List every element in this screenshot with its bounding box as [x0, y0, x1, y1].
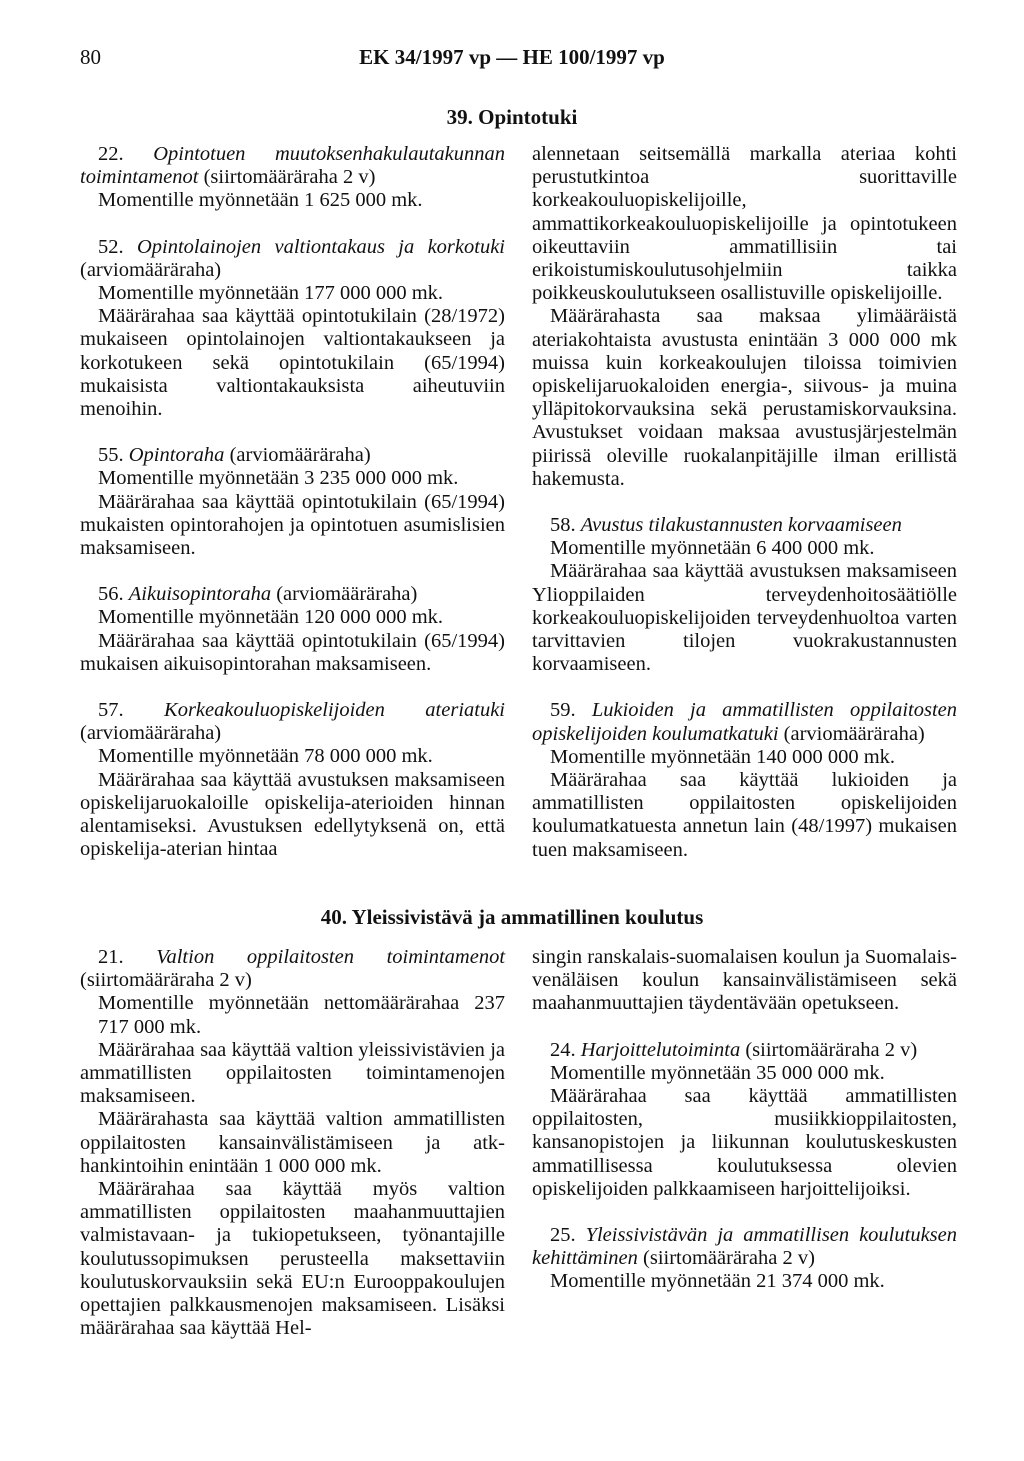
item-body: Määrärahaa saa käyttää opintotukilain (65/1994) mukaisen aikuisopintorahan maksamiseen.: [80, 629, 505, 675]
item-body: Määrärahaa saa käyttää myös valtion ammatillisten oppilaitosten maahanmuuttajien valmistavaan- ja tukiopetukseen, työnantajille koulutussopimuksen perusteella maksettaviin koulutuskorvauksiin sekä EU:n Eurooppakoulujen opettajien palkkausmenojen maksamiseen. Lisäksi määrärahaa saa käyttää Hel-: [80, 1178, 505, 1340]
item-number: 52.: [98, 235, 124, 258]
item-momentti: Momentille myönnetään 78 000 000 mk.: [98, 745, 433, 768]
item-title: Yleissivistävän ja ammatillisen koulutuksen kehittäminen: [532, 1224, 957, 1270]
item-body: Määrärahaa saa käyttää lukioiden ja ammatillisten oppilaitosten opiskelijoiden koulumatkatuesta annetun lain (48/1997) mukaisen tuen maksamiseen.: [532, 769, 957, 861]
section-39-left-column: [80, 143, 505, 861]
page-number: 80: [80, 45, 101, 69]
item-type: (arviomääräraha): [80, 258, 222, 281]
item-type: (arviomääräraha): [80, 722, 222, 745]
item-title: Aikuisopintoraha: [128, 583, 272, 606]
item-body: Määrärahaa saa käyttää avustuksen maksamiseen opiskelijaruokaloille opiskelija-aterioiden hinnan alentamiseksi. Avustuksen edellytyksenä on, että opiskelija-aterian hintaa: [80, 768, 505, 861]
item-title: Opintoraha: [128, 444, 225, 467]
section-40-right-column: [532, 946, 957, 1294]
section-39-title: 39. Opintotuki: [446, 105, 578, 129]
item-title: Valtion oppilaitosten toimintamenot: [156, 946, 506, 968]
item-number: 59.: [550, 699, 576, 722]
item-59: [532, 699, 957, 861]
item-58: [532, 514, 957, 676]
item-number: 22.: [98, 143, 124, 165]
item-number: 57.: [98, 699, 124, 722]
continued-text-2: Määrärahasta saa maksaa ylimääräistä ateriakohtaista avustusta enintään 3 000 000 mk muissa kuin korkeakoulujen tiloissa toimivien opiskelijaruokaloiden energia-, siivous- ja muina ylläpitokorvauksina sekä perustamiskorvauksina. Avustukset voidaan maksaa avustusjärjestelmän piirissä oleville ruokalanpitäjille ilman erillistä hakemusta.: [532, 305, 957, 490]
item-title: Opintotuen muutoksenhakulautakunnan toimintamenot: [80, 143, 505, 189]
item-title: Korkeakouluopiskelijoiden ateriatuki: [164, 699, 506, 722]
item-24: [532, 1039, 957, 1201]
item-number: 58.: [550, 514, 576, 537]
item-type: (siirtomääräraha 2 v): [643, 1247, 815, 1270]
item-momentti: Momentille myönnetään 6 400 000 mk.: [550, 537, 875, 560]
running-head: EK 34/1997 vp — HE 100/1997 vp: [359, 45, 665, 69]
item-momentti: Momentille myönnetään 21 374 000 mk.: [550, 1270, 885, 1293]
item-type: (arviomääräraha): [783, 722, 925, 745]
item-type: (siirtomääräraha 2 v): [745, 1038, 918, 1061]
item-type: (arviomääräraha): [229, 444, 371, 467]
item-56: [80, 583, 505, 676]
item-type: (siirtomääräraha 2 v): [203, 166, 376, 189]
item-momentti: Momentille myönnetään 1 625 000 mk.: [98, 189, 423, 212]
item-21: [80, 946, 505, 1340]
continued-text: alennetaan seitsemällä markalla ateriaa kohti perustutkintoa suorittaville korkeakouluopiskelijoille, ammattikorkeakouluopiskelijoille ja opintotukeen oikeuttaviin ammatillisiin tai erikoistumiskoulutusohjelmiin taikka poikkeuskoulutukseen osallistuville opiskelijoille.: [532, 143, 957, 305]
item-52: [80, 236, 505, 422]
item-type: (arviomääräraha): [276, 583, 418, 606]
item-momentti: Momentille myönnetään 120 000 000 mk.: [98, 606, 444, 629]
item-body: Määrärahaa saa käyttää avustuksen maksamiseen Ylioppilaiden terveydenhoitosäätiölle korkeakouluopiskelijoiden terveydenhuoltoa varten tarvittavien tilojen vuokrakustannusten korvaamiseen.: [532, 560, 957, 676]
item-title: Harjoittelutoiminta: [580, 1038, 741, 1061]
item-title: Opintolainojen valtiontakaus ja korkotuki: [136, 235, 506, 258]
item-body: Määrärahaa saa käyttää opintotukilain (28/1972) mukaiseen opintolainojen valtiontakaukseen ja korkotukeen sekä opintotukilain (65/1994) mukaisista valtiontakauksista aiheutuviin menoihin.: [80, 305, 505, 421]
continued-text: singin ranskalais-suomalaisen koulun ja Suomalais-venäläisen koulun kansainvälistämiseen sekä maahanmuuttajien täydentävään opetukseen.: [532, 946, 957, 1015]
item-body: Määrärahaa saa käyttää ammatillisten oppilaitosten, musiikkioppilaitosten, kansanopistojen ja liikunnan koulutuskeskusten ammatillisessa koulutuksessa olevien opiskelijoiden palkkaamiseen harjoittelijoiksi.: [532, 1085, 957, 1200]
item-momentti: Momentille myönnetään 177 000 000 mk.: [98, 282, 444, 305]
item-number: 24.: [550, 1038, 576, 1061]
item-57: [80, 699, 505, 861]
item-title: Lukioiden ja ammatillisten oppilaitosten opiskelijoiden koulumatkatuki: [532, 699, 958, 745]
item-number: 55.: [98, 444, 124, 467]
item-type: (siirtomääräraha 2 v): [80, 969, 252, 992]
item-momentti: Momentille myönnetään 35 000 000 mk.: [550, 1061, 885, 1084]
item-title: Avustus tilakustannusten korvaamiseen: [580, 514, 902, 537]
item-momentti: Momentille myönnetään 3 235 000 000 mk.: [98, 467, 459, 490]
item-body: Määrärahaa saa käyttää valtion yleissivistävien ja ammatillisten oppilaitosten toimintamenojen maksamiseen.: [80, 1038, 505, 1108]
item-body: Määrärahaa saa käyttää opintotukilain (65/1994) mukaisten opintorahojen ja opintotuen asumislisien maksamiseen.: [80, 490, 505, 560]
item-55: [80, 444, 505, 560]
item-25: [532, 1224, 957, 1294]
item-22: [80, 143, 505, 213]
section-40-left-column: [80, 946, 505, 1340]
item-momentti: Momentille myönnetään 140 000 000 mk.: [550, 745, 896, 768]
item-number: 25.: [550, 1224, 576, 1247]
item-momentti: Momentille myönnetään nettomäärärahaa 237 717 000 mk.: [98, 992, 505, 1038]
item-number: 56.: [98, 583, 124, 606]
item-body: Määrärahasta saa käyttää valtion ammatillisten oppilaitosten kansainvälistämiseen ja atk-hankintoihin enintään 1 000 000 mk.: [80, 1108, 505, 1177]
section-40-title: 40. Yleissivistävä ja ammatillinen koulutus: [320, 905, 704, 929]
item-number: 21.: [98, 946, 124, 968]
section-39-right-column: [532, 143, 957, 862]
